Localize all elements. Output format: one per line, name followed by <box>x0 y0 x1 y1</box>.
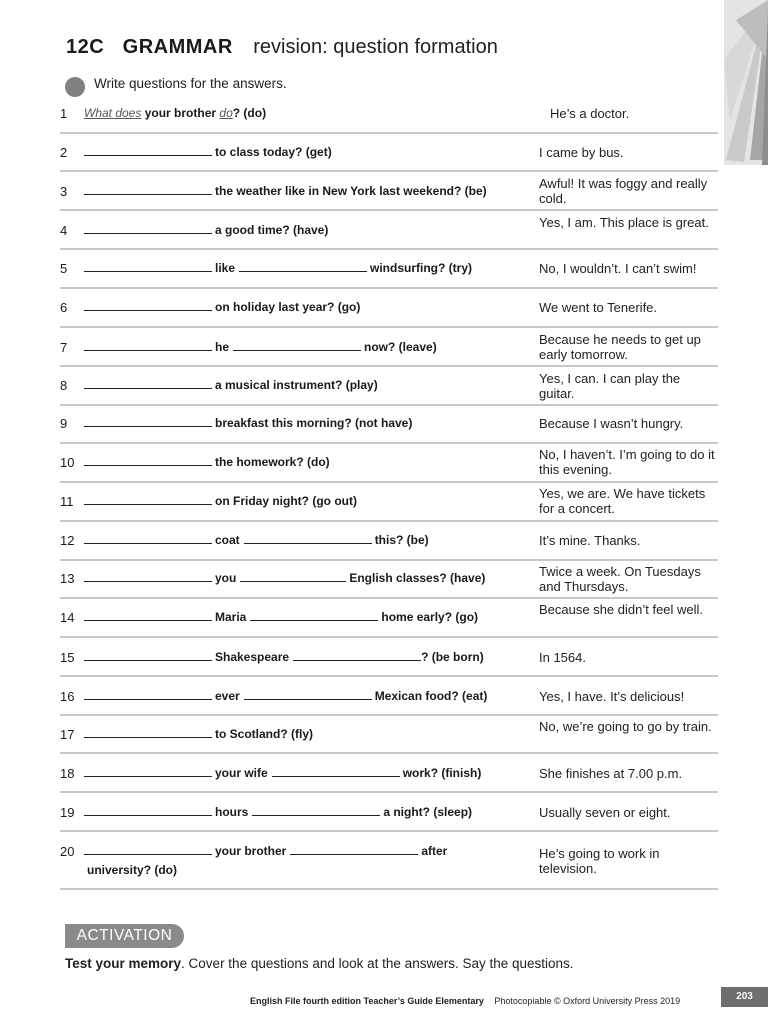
answer: Because she didn’t feel well. <box>539 602 704 617</box>
answer: No, I wouldn’t. I can’t swim! <box>539 261 697 276</box>
page-header <box>66 36 498 59</box>
answer-blank[interactable] <box>84 650 212 661</box>
item-number: 6 <box>60 300 68 315</box>
item-number: 3 <box>60 184 68 199</box>
answer: No, we’re going to go by train. <box>539 719 712 734</box>
item-number: 16 <box>60 689 75 704</box>
answer: We went to Tenerife. <box>539 300 658 315</box>
question: a good time? (have) <box>84 223 328 237</box>
section-title: GRAMMAR <box>122 36 233 58</box>
exercise-item <box>60 290 718 328</box>
exercise-item <box>60 562 718 599</box>
question: coat this? (be) <box>84 533 429 547</box>
question: Maria home early? (go) <box>84 610 478 624</box>
answer-blank[interactable] <box>239 261 367 272</box>
question: ever Mexican food? (eat) <box>84 689 487 703</box>
item-number: 17 <box>60 727 75 742</box>
question: like windsurfing? (try) <box>84 261 472 275</box>
answer-blank[interactable] <box>252 805 380 816</box>
exercise-item <box>60 134 718 172</box>
answer-blank[interactable] <box>84 416 212 427</box>
question: your brother after <box>84 844 447 858</box>
exercise-item <box>60 173 718 211</box>
question: he now? (leave) <box>84 340 437 354</box>
item-number: 15 <box>60 650 75 665</box>
instruction: Write questions for the answers. <box>94 76 287 91</box>
answer: Yes, we are. We have tickets for a concert. <box>539 486 706 516</box>
answer: He’s going to work in television. <box>539 846 660 876</box>
answer-blank[interactable] <box>250 610 378 621</box>
exercise-item <box>60 212 718 250</box>
answer: I came by bus. <box>539 145 624 160</box>
answer: No, I haven’t. I’m going to do it this evening. <box>539 447 715 477</box>
answer: It’s mine. Thanks. <box>539 533 641 548</box>
answer-blank[interactable] <box>240 571 346 582</box>
item-number: 12 <box>60 533 75 548</box>
exercise-item <box>60 755 718 793</box>
exercise-item <box>60 329 718 367</box>
exercise-item <box>60 523 718 561</box>
answer-blank[interactable] <box>84 766 212 777</box>
item-number: 2 <box>60 145 68 160</box>
answer-blank[interactable] <box>84 571 212 582</box>
item-number: 5 <box>60 261 68 276</box>
answer: Yes, I am. This place is great. <box>539 215 709 230</box>
answer: In 1564. <box>539 650 586 665</box>
corner-decoration <box>722 0 768 165</box>
item-number: 13 <box>60 571 75 586</box>
question: Shakespeare ? (be born) <box>84 650 484 664</box>
exercise-item <box>60 794 718 832</box>
question: a musical instrument? (play) <box>84 378 378 392</box>
question: to class today? (get) <box>84 145 332 159</box>
item-number: 11 <box>60 494 74 509</box>
question: your wife work? (finish) <box>84 766 481 780</box>
answer: Twice a week. On Tuesdays and Thursdays. <box>539 564 701 594</box>
answer-blank[interactable] <box>290 844 418 855</box>
answer-blank[interactable] <box>84 727 212 738</box>
answer: Yes, I can. I can play the guitar. <box>539 371 681 401</box>
answer-blank[interactable] <box>84 689 212 700</box>
activation-text: Test your memory. Cover the questions and look at the answers. Say the questions. <box>65 956 574 971</box>
item-number: 10 <box>60 455 75 470</box>
question: you English classes? (have) <box>84 571 485 585</box>
item-number: 7 <box>60 340 68 355</box>
answer-blank[interactable] <box>293 650 421 661</box>
answer-blank[interactable] <box>84 340 212 351</box>
item-number: 19 <box>60 805 75 820</box>
item-number: 4 <box>60 223 68 238</box>
answer-blank[interactable] <box>84 223 212 234</box>
question-example: What does your brother do? (do) <box>84 106 267 120</box>
item-number: 1 <box>60 106 68 121</box>
question: the weather like in New York last weekend? (be) <box>84 184 487 198</box>
question: breakfast this morning? (not have) <box>84 416 412 430</box>
exercise-item <box>60 639 718 677</box>
exercise-item <box>60 678 718 716</box>
answer: Awful! It was foggy and really cold. <box>539 176 708 206</box>
answer-blank[interactable] <box>84 145 212 156</box>
answer-blank[interactable] <box>272 766 400 777</box>
item-number: 14 <box>60 610 75 625</box>
page-subtitle: revision: question formation <box>253 36 498 58</box>
exercise-item <box>60 368 718 406</box>
question: hours a night? (sleep) <box>84 805 472 819</box>
exercise-item <box>60 600 718 638</box>
exercise-item <box>60 833 718 890</box>
answer-blank[interactable] <box>84 805 212 816</box>
answer-blank[interactable] <box>84 184 212 195</box>
footer <box>250 996 680 1006</box>
answer-blank[interactable] <box>84 494 212 505</box>
exercise-item <box>60 484 718 522</box>
question: on Friday night? (go out) <box>84 494 357 508</box>
answer-blank[interactable] <box>84 378 212 389</box>
answer: Because he needs to get up early tomorrow. <box>539 332 701 362</box>
answer-blank[interactable] <box>84 261 212 272</box>
answer-blank[interactable] <box>84 300 212 311</box>
answer: Usually seven or eight. <box>539 805 671 820</box>
copyright-notice: Photocopiable © Oxford University Press 2019 <box>494 996 681 1006</box>
exercise-item <box>60 96 718 134</box>
answer: She finishes at 7.00 p.m. <box>539 766 683 781</box>
exercise-item <box>60 717 718 754</box>
answer-blank[interactable] <box>233 340 361 351</box>
book-title: English File fourth edition Teacher’s Guide Elementary <box>250 996 484 1006</box>
exercise-item <box>60 445 718 483</box>
answer-blank[interactable] <box>84 844 212 855</box>
item-number: 9 <box>60 416 68 431</box>
answer: Because I wasn’t hungry. <box>539 416 684 431</box>
question-continued: university? (do) <box>87 863 178 877</box>
question: the homework? (do) <box>84 455 330 469</box>
question: to Scotland? (fly) <box>84 727 313 741</box>
instruction-bullet-icon <box>65 77 85 97</box>
exercise-item <box>60 251 718 289</box>
item-number: 8 <box>60 378 68 393</box>
answer-blank[interactable] <box>244 689 372 700</box>
exercise-item <box>60 407 718 444</box>
answer: Yes, I have. It’s delicious! <box>539 689 685 704</box>
activation-label: ACTIVATION <box>65 924 184 948</box>
answer-blank[interactable] <box>84 610 212 621</box>
item-number: 20 <box>60 844 75 859</box>
answer-blank[interactable] <box>84 455 212 466</box>
answer-blank[interactable] <box>84 533 212 544</box>
item-number: 18 <box>60 766 75 781</box>
page-number: 203 <box>721 987 768 1007</box>
lesson-code: 12C <box>66 36 105 58</box>
answer-blank[interactable] <box>244 533 372 544</box>
question: on holiday last year? (go) <box>84 300 360 314</box>
answer: He’s a doctor. <box>550 106 630 121</box>
